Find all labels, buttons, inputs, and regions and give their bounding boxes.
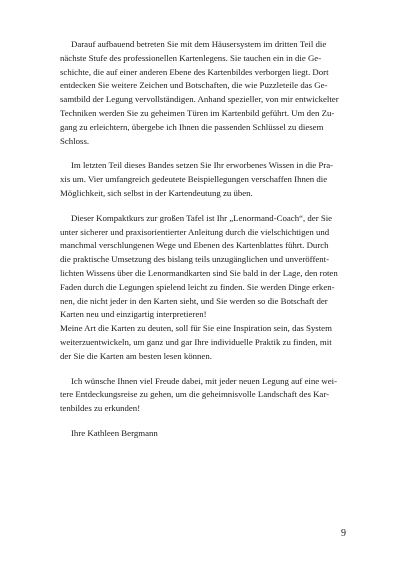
text-line: samtbild der Legung vervollständigen. Anhand spezieller, von mir entwickelter — [60, 94, 339, 105]
paragraph-haeusersystem — [60, 38, 355, 148]
text-line: nächste Stufe des professionellen Kartenlegens. Sie tauchen ein in die Ge- — [60, 52, 322, 63]
text-line: xis um. Vier umfangreich gedeutete Beispiellegungen verschaffen Ihnen die — [60, 174, 328, 185]
book-page-text — [60, 38, 355, 450]
text-line: lichten Wissens über die Lenormandkarten sind Sie bald in der Lage, den roten — [60, 267, 338, 278]
text-line: Faden durch die Legungen spielend leicht zu finden. Sie werden Dinge erken- — [60, 281, 335, 292]
text-line: weiterzuentwickeln, um ganz und gar Ihre individuelle Praktik zu finden, mit — [60, 336, 332, 347]
text-line: nen, die nicht jeder in den Karten sieht, und Sie werden so die Botschaft der — [60, 295, 328, 306]
paragraph-wuensche — [60, 375, 355, 416]
text-line: entdecken Sie weitere Zeichen und Botschaften, die wie Puzzleteile das Ge- — [60, 80, 328, 91]
text-line: tenbildes zu erkunden! — [60, 403, 141, 414]
text-line: tere Entdeckungsreise zu gehen, um die geheimnisvolle Landschaft des Kar- — [60, 389, 330, 400]
paragraph-praxis — [60, 159, 355, 200]
text-line: gang zu erleichtern, übergebe ich Ihnen die passenden Schlüssel zu diesem — [60, 121, 324, 132]
text-line: die praktische Umsetzung des bislang teils unzugänglichen und unveröffent- — [60, 254, 330, 265]
text-line: Techniken werden Sie zu geheimen Türen im Kartenbild geführt. Um den Zu- — [60, 107, 335, 118]
text-line: schichte, die auf einer anderen Ebene des Kartenbildes verborgen liegt. Dort — [60, 66, 329, 77]
text-line: Im letzten Teil dieses Bandes setzen Sie Ihr erworbenes Wissen in die Pra- — [71, 160, 334, 171]
author-signature: Ihre Kathleen Bergmann — [71, 427, 158, 438]
text-line: manchmal verschlungenen Wege und Ebenen des Kartenblattes führt. Durch — [60, 240, 329, 251]
text-line: unter sicherer und praxisorientierter Anleitung durch die vielschichtigen und — [60, 226, 330, 237]
text-line: Meine Art die Karten zu deuten, soll für Sie eine Inspiration sein, das System — [60, 323, 332, 334]
text-line: der Sie die Karten am besten lesen können. — [60, 350, 212, 361]
text-line: Darauf aufbauend betreten Sie mit dem Häusersystem im dritten Teil die — [71, 39, 327, 49]
page-number: 9 — [341, 528, 346, 539]
text-line: Ich wünsche Ihnen viel Freude dabei, mit jeder neuen Legung auf eine wei- — [71, 375, 338, 386]
text-line: Möglichkeit, sich selbst in der Kartendeutung zu üben. — [60, 187, 253, 198]
text-line: Dieser Kompaktkurs zur großen Tafel ist Ihr „Lenormand-Coach“, der Sie — [71, 212, 333, 223]
paragraph-kompaktkurs — [60, 212, 355, 364]
text-line: Schloss. — [60, 135, 90, 146]
text-line: Karten neu und einzigartig interpretieren! — [60, 309, 207, 320]
